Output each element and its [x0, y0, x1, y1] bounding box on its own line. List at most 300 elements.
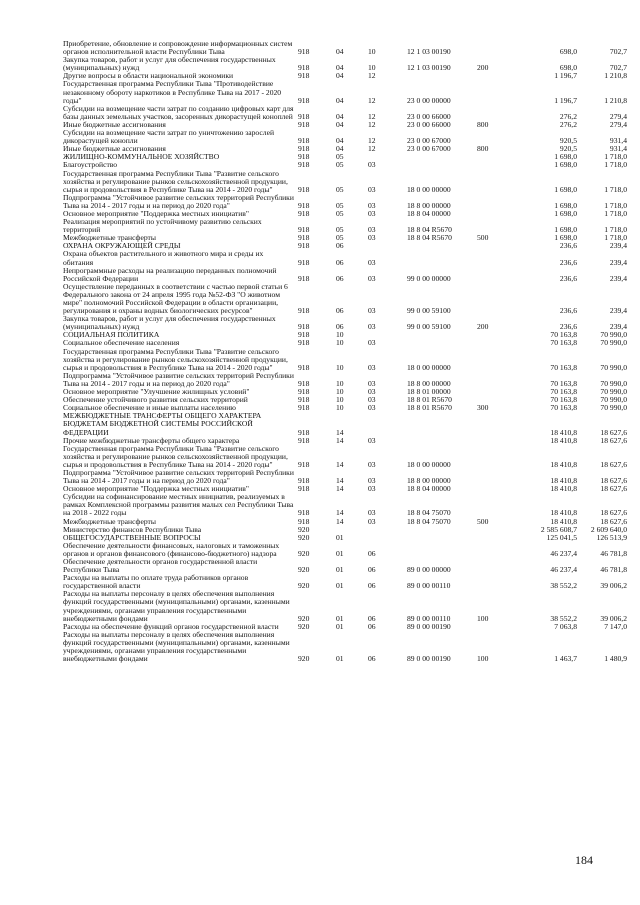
section-code: 05 — [336, 200, 344, 210]
subsection-code: 06 — [368, 621, 376, 631]
subsection-code: 12 — [368, 119, 376, 129]
amount-year-1: 1 698,0 — [554, 233, 577, 243]
table-row — [63, 574, 627, 590]
expense-type-code: 300 — [477, 403, 489, 413]
section-code: 05 — [336, 208, 344, 218]
row-name: Расходы на выплаты по оплате труда работников органов государственной власти — [63, 573, 249, 591]
table-row — [63, 315, 627, 331]
target-article-code: 23 0 00 67000 — [407, 136, 451, 146]
target-article-code: 18 0 00 00000 — [407, 459, 451, 469]
subsection-code: 12 — [368, 144, 376, 154]
row-name: Межбюджетные трансферты — [63, 516, 156, 526]
amount-year-1: 38 552,2 — [550, 581, 577, 591]
amount-year-1: 18 410,8 — [550, 516, 577, 526]
amount-year-2: 702,7 — [609, 47, 627, 57]
table-row — [63, 469, 627, 485]
target-article-code: 12 1 03 00190 — [407, 47, 451, 57]
subsection-code: 03 — [368, 338, 376, 348]
row-name: Государственная программа Республики Тыва "Развитие сельского хозяйства и регулирование рынков сельскохозяйственной продукции, сырья и продовольствия в Республике Тыва на 2014 - 2020 годы" — [63, 346, 288, 372]
ministry-code: 920 — [298, 548, 310, 558]
target-article-code: 89 0 00 00190 — [407, 621, 451, 631]
target-article-code: 18 8 04 75070 — [407, 516, 451, 526]
amount-year-2: 39 006,2 — [600, 613, 627, 623]
amount-year-1: 70 163,8 — [550, 387, 577, 397]
amount-year-2: 18 627,6 — [600, 476, 627, 486]
subsection-code: 03 — [368, 378, 376, 388]
amount-year-2: 1 480,9 — [604, 654, 627, 664]
section-code: 01 — [336, 565, 344, 575]
row-name: Благоустройство — [63, 160, 118, 170]
section-code: 01 — [336, 613, 344, 623]
section-code: 14 — [336, 516, 344, 526]
subsection-code: 06 — [368, 654, 376, 664]
subsection-code: 03 — [368, 160, 376, 170]
amount-year-2: 1 718,0 — [604, 200, 627, 210]
row-name: ОХРАНА ОКРУЖАЮЩЕЙ СРЕДЫ — [63, 241, 181, 251]
amount-year-2: 18 627,6 — [600, 459, 627, 469]
target-article-code: 99 0 00 59100 — [407, 322, 451, 332]
ministry-code: 918 — [298, 47, 310, 57]
amount-year-1: 236,6 — [559, 322, 577, 332]
section-code: 06 — [336, 322, 344, 332]
table-row — [63, 267, 627, 283]
ministry-code: 920 — [298, 613, 310, 623]
row-name: ЖИЛИЩНО-КОММУНАЛЬНОЕ ХОЗЯЙСТВО — [63, 152, 220, 162]
section-code: 14 — [336, 459, 344, 469]
target-article-code: 18 8 00 00000 — [407, 378, 451, 388]
ministry-code: 918 — [298, 184, 310, 194]
table-row — [63, 153, 627, 161]
table-row — [63, 631, 627, 663]
target-article-code: 18 8 04 R5670 — [407, 225, 452, 235]
ministry-code: 918 — [298, 257, 310, 267]
target-article-code: 18 8 01 R5670 — [407, 403, 452, 413]
amount-year-2: 1 718,0 — [604, 184, 627, 194]
page-number: 184 — [575, 853, 593, 867]
amount-year-2: 1 210,8 — [604, 95, 627, 105]
ministry-code: 918 — [298, 111, 310, 121]
amount-year-1: 1 698,0 — [554, 225, 577, 235]
row-name: Субсидии на возмещение части затрат по созданию цифровых карт для базы данных земельных участков, засоренных дикорастущей коноплей — [63, 103, 294, 121]
subsection-code: 12 — [368, 71, 376, 81]
row-name: Подпрограмма "Устойчивое развитие сельских территорий Республики Тыва на 2014 - 2017 годы и на период до 2020 года" — [63, 370, 294, 388]
target-article-code: 18 8 04 R5670 — [407, 233, 452, 243]
subsection-code: 06 — [368, 581, 376, 591]
amount-year-1: 18 410,8 — [550, 508, 577, 518]
subsection-code: 03 — [368, 387, 376, 397]
ministry-code: 920 — [298, 565, 310, 575]
ministry-code: 918 — [298, 459, 310, 469]
expense-type-code: 200 — [477, 63, 489, 73]
amount-year-1: 38 552,2 — [550, 613, 577, 623]
amount-year-2: 70 990,0 — [600, 330, 627, 340]
target-article-code: 18 8 00 00000 — [407, 476, 451, 486]
amount-year-2: 2 609 640,0 — [590, 524, 627, 534]
ministry-code: 918 — [298, 136, 310, 146]
target-article-code: 89 0 00 00190 — [407, 654, 451, 664]
amount-year-2: 70 990,0 — [600, 387, 627, 397]
amount-year-2: 239,4 — [609, 322, 627, 332]
section-code: 14 — [336, 484, 344, 494]
table-row — [63, 412, 627, 436]
row-name: Государственная программа Республики Тыва "Противодействие незаконному обороту наркотиков в Республике Тыва на 2017 - 2020 годы" — [63, 79, 282, 105]
subsection-code: 12 — [368, 136, 376, 146]
amount-year-1: 70 163,8 — [550, 403, 577, 413]
amount-year-1: 1 196,7 — [554, 71, 577, 81]
amount-year-2: 18 627,6 — [600, 508, 627, 518]
table-row — [63, 348, 627, 372]
section-code: 14 — [336, 427, 344, 437]
amount-year-1: 46 237,4 — [550, 565, 577, 575]
amount-year-1: 7 063,8 — [554, 621, 577, 631]
table-row — [63, 40, 627, 56]
amount-year-2: 46 781,8 — [600, 565, 627, 575]
section-code: 10 — [336, 378, 344, 388]
amount-year-2: 70 990,0 — [600, 395, 627, 405]
ministry-code: 920 — [298, 621, 310, 631]
table-row — [63, 194, 627, 210]
row-name: Социальное обеспечение населения — [63, 338, 180, 348]
subsection-code: 03 — [368, 225, 376, 235]
amount-year-2: 70 990,0 — [600, 378, 627, 388]
subsection-code: 03 — [368, 516, 376, 526]
subsection-code: 03 — [368, 273, 376, 283]
section-code: 05 — [336, 160, 344, 170]
ministry-code: 918 — [298, 476, 310, 486]
amount-year-2: 931,4 — [609, 136, 627, 146]
amount-year-1: 70 163,8 — [550, 362, 577, 372]
row-name: Закупка товаров, работ и услуг для обеспечения государственных (муниципальных) нужд — [63, 314, 276, 332]
subsection-code: 10 — [368, 63, 376, 73]
amount-year-2: 70 990,0 — [600, 338, 627, 348]
subsection-code: 03 — [368, 233, 376, 243]
row-name: ОБЩЕГОСУДАРСТВЕННЫЕ ВОПРОСЫ — [63, 532, 201, 542]
amount-year-1: 236,6 — [559, 306, 577, 316]
amount-year-1: 18 410,8 — [550, 459, 577, 469]
amount-year-2: 70 990,0 — [600, 362, 627, 372]
target-article-code: 18 0 00 00000 — [407, 362, 451, 372]
row-name: Приобретение, обновление и сопровождение информационных систем органов исполнительной власти Республики Тыва — [63, 39, 293, 57]
ministry-code: 920 — [298, 532, 310, 542]
amount-year-1: 236,6 — [559, 241, 577, 251]
amount-year-1: 70 163,8 — [550, 338, 577, 348]
ministry-code: 918 — [298, 95, 310, 105]
ministry-code: 918 — [298, 160, 310, 170]
amount-year-2: 279,4 — [609, 111, 627, 121]
section-code: 04 — [336, 63, 344, 73]
amount-year-1: 18 410,8 — [550, 476, 577, 486]
table-row — [63, 170, 627, 194]
ministry-code: 918 — [298, 362, 310, 372]
target-article-code: 18 8 04 00000 — [407, 208, 451, 218]
ministry-code: 918 — [298, 241, 310, 251]
row-name: Закупка товаров, работ и услуг для обеспечения государственных (муниципальных) нужд — [63, 55, 276, 73]
amount-year-1: 276,2 — [559, 111, 577, 121]
section-code: 06 — [336, 273, 344, 283]
row-name: Расходы на выплаты персоналу в целях обеспечения выполнения функций государственными (муниципальными) органами, казенными учреждениями, органами управления государственными внебюджетными фондами — [63, 629, 290, 664]
ministry-code: 920 — [298, 654, 310, 664]
amount-year-1: 1 698,0 — [554, 160, 577, 170]
subsection-code: 03 — [368, 200, 376, 210]
row-name: Обеспечение деятельности органов государственной власти Республики Тыва — [63, 557, 258, 575]
amount-year-1: 698,0 — [559, 47, 577, 57]
row-name: Межбюджетные трансферты — [63, 233, 156, 243]
amount-year-2: 126 513,9 — [596, 532, 627, 542]
amount-year-1: 1 698,0 — [554, 200, 577, 210]
section-code: 14 — [336, 476, 344, 486]
section-code: 04 — [336, 71, 344, 81]
amount-year-2: 279,4 — [609, 119, 627, 129]
amount-year-1: 70 163,8 — [550, 378, 577, 388]
table-row — [63, 80, 627, 104]
amount-year-2: 1 718,0 — [604, 233, 627, 243]
section-code: 01 — [336, 581, 344, 591]
section-code: 04 — [336, 47, 344, 57]
row-name: Социальное обеспечение и иные выплаты населению — [63, 403, 236, 413]
ministry-code: 918 — [298, 403, 310, 413]
expense-type-code: 800 — [477, 144, 489, 154]
row-name: МЕЖБЮДЖЕТНЫЕ ТРАНСФЕРТЫ ОБЩЕГО ХАРАКТЕРА БЮДЖЕТАМ БЮДЖЕТНОЙ СИСТЕМЫ РОССИЙСКОЙ ФЕДЕРАЦИИ — [63, 411, 262, 437]
table-row — [63, 283, 627, 315]
row-name: Обеспечение устойчивого развития сельских территорий — [63, 395, 248, 405]
row-name: Прочие межбюджетные трансферты общего характера — [63, 435, 240, 445]
ministry-code: 918 — [298, 63, 310, 73]
ministry-code: 918 — [298, 516, 310, 526]
amount-year-2: 931,4 — [609, 144, 627, 154]
target-article-code: 89 0 00 00110 — [407, 581, 451, 591]
row-name: Реализация мероприятий по устойчивому развитию сельских территорий — [63, 217, 262, 235]
table-row — [63, 542, 627, 558]
table-row — [63, 493, 627, 517]
amount-year-2: 239,4 — [609, 257, 627, 267]
subsection-code: 03 — [368, 395, 376, 405]
amount-year-2: 1 210,8 — [604, 71, 627, 81]
row-name: Охрана объектов растительного и животного мира и среды их обитания — [63, 249, 264, 267]
table-row — [63, 129, 627, 145]
amount-year-2: 239,4 — [609, 306, 627, 316]
table-row — [63, 250, 627, 266]
row-name: Расходы на обеспечение функций органов государственной власти — [63, 621, 279, 631]
row-name: Подпрограмма "Устойчивое развитие сельских территорий Республики Тыва на 2014 - 2017 годы и на период до 2020 года" — [63, 192, 294, 210]
subsection-code: 06 — [368, 565, 376, 575]
expense-type-code: 200 — [477, 322, 489, 332]
amount-year-1: 920,5 — [559, 136, 577, 146]
amount-year-1: 1 698,0 — [554, 184, 577, 194]
section-code: 10 — [336, 387, 344, 397]
row-name: СОЦИАЛЬНАЯ ПОЛИТИКА — [63, 330, 160, 340]
table-row — [63, 218, 627, 234]
table-row — [63, 372, 627, 388]
amount-year-2: 46 781,8 — [600, 548, 627, 558]
table-row — [63, 558, 627, 574]
target-article-code: 12 1 03 00190 — [407, 63, 451, 73]
amount-year-2: 18 627,6 — [600, 516, 627, 526]
amount-year-2: 39 006,2 — [600, 581, 627, 591]
amount-year-1: 18 410,8 — [550, 435, 577, 445]
row-name: Государственная программа Республики Тыва "Развитие сельского хозяйства и регулирование рынков сельскохозяйственной продукции, сырья и продовольствия в Республике Тыва на 2014 - 2020 годы" — [63, 443, 288, 469]
subsection-code: 03 — [368, 184, 376, 194]
ministry-code: 918 — [298, 306, 310, 316]
row-name: Подпрограмма "Устойчивое развитие сельских территорий Республики Тыва на 2014 - 2017 годы и на период до 2020 года" — [63, 467, 294, 486]
ministry-code: 918 — [298, 435, 310, 445]
expense-type-code: 100 — [477, 654, 489, 664]
section-code: 10 — [336, 395, 344, 405]
section-code: 05 — [336, 225, 344, 235]
amount-year-1: 2 585 608,7 — [540, 524, 577, 534]
amount-year-2: 702,7 — [609, 63, 627, 73]
ministry-code: 920 — [298, 524, 310, 534]
ministry-code: 918 — [298, 338, 310, 348]
section-code: 10 — [336, 330, 344, 340]
row-name: Осуществление переданных в соответствии с частью первой статьи 6 Федерального закона от 24 апреля 1995 года №52-ФЗ "О животном мире" полномочий Российской Федерации в области организации, регулирования и охраны водных биологических ресурсов" — [63, 281, 288, 316]
amount-year-1: 18 410,8 — [550, 484, 577, 494]
ministry-code: 920 — [298, 581, 310, 591]
expense-type-code: 800 — [477, 119, 489, 129]
subsection-code: 03 — [368, 257, 376, 267]
ministry-code: 918 — [298, 427, 310, 437]
section-code: 06 — [336, 257, 344, 267]
ministry-code: 918 — [298, 484, 310, 494]
section-code: 10 — [336, 362, 344, 372]
amount-year-2: 18 627,6 — [600, 484, 627, 494]
subsection-code: 06 — [368, 548, 376, 558]
target-article-code: 23 0 00 67000 — [407, 144, 451, 154]
amount-year-2: 7 147,0 — [604, 621, 627, 631]
amount-year-1: 125 041,5 — [546, 532, 577, 542]
amount-year-2: 18 627,6 — [600, 435, 627, 445]
subsection-code: 12 — [368, 111, 376, 121]
subsection-code: 06 — [368, 613, 376, 623]
row-name: Иные бюджетные ассигнования — [63, 119, 166, 129]
row-name: Другие вопросы в области национальной экономики — [63, 71, 234, 81]
amount-year-2: 1 718,0 — [604, 152, 627, 162]
section-code: 05 — [336, 152, 344, 162]
amount-year-1: 276,2 — [559, 119, 577, 129]
section-code: 04 — [336, 144, 344, 154]
target-article-code: 99 0 00 59100 — [407, 306, 451, 316]
amount-year-1: 698,0 — [559, 63, 577, 73]
section-code: 04 — [336, 95, 344, 105]
section-code: 04 — [336, 111, 344, 121]
amount-year-1: 1 698,0 — [554, 208, 577, 218]
row-name: Основное мероприятие "Поддержка местных инициатив" — [63, 484, 249, 494]
amount-year-2: 18 627,6 — [600, 427, 627, 437]
amount-year-1: 18 410,8 — [550, 427, 577, 437]
subsection-code: 03 — [368, 459, 376, 469]
subsection-code: 03 — [368, 484, 376, 494]
table-row — [63, 445, 627, 469]
section-code: 14 — [336, 508, 344, 518]
target-article-code: 18 0 00 00000 — [407, 184, 451, 194]
section-code: 10 — [336, 403, 344, 413]
amount-year-2: 1 718,0 — [604, 225, 627, 235]
amount-year-2: 239,4 — [609, 273, 627, 283]
subsection-code: 03 — [368, 362, 376, 372]
row-name: Министерство финансов Республики Тыва — [63, 524, 202, 534]
amount-year-2: 239,4 — [609, 241, 627, 251]
subsection-code: 10 — [368, 47, 376, 57]
section-code: 04 — [336, 136, 344, 146]
target-article-code: 89 0 00 00110 — [407, 613, 451, 623]
table-row — [63, 105, 627, 121]
target-article-code: 99 0 00 00000 — [407, 273, 451, 283]
target-article-code: 18 8 01 R5670 — [407, 395, 452, 405]
ministry-code: 918 — [298, 378, 310, 388]
amount-year-1: 70 163,8 — [550, 395, 577, 405]
ministry-code: 918 — [298, 233, 310, 243]
ministry-code: 918 — [298, 71, 310, 81]
ministry-code: 918 — [298, 322, 310, 332]
section-code: 05 — [336, 184, 344, 194]
section-code: 01 — [336, 654, 344, 664]
amount-year-1: 1 698,0 — [554, 152, 577, 162]
row-name: Иные бюджетные ассигнования — [63, 144, 166, 154]
target-article-code: 23 0 00 00000 — [407, 95, 451, 105]
section-code: 06 — [336, 241, 344, 251]
ministry-code: 918 — [298, 200, 310, 210]
target-article-code: 23 0 00 66000 — [407, 111, 451, 121]
row-name: Основное мероприятие "Поддержка местных инициатив" — [63, 208, 249, 218]
amount-year-1: 1 196,7 — [554, 95, 577, 105]
amount-year-2: 1 718,0 — [604, 208, 627, 218]
section-code: 05 — [336, 233, 344, 243]
subsection-code: 03 — [368, 306, 376, 316]
target-article-code: 18 8 01 00000 — [407, 387, 451, 397]
ministry-code: 918 — [298, 387, 310, 397]
expense-type-code: 500 — [477, 233, 489, 243]
amount-year-1: 1 463,7 — [554, 654, 577, 664]
target-article-code: 18 8 00 00000 — [407, 200, 451, 210]
ministry-code: 918 — [298, 508, 310, 518]
ministry-code: 918 — [298, 330, 310, 340]
section-code: 04 — [336, 119, 344, 129]
subsection-code: 03 — [368, 508, 376, 518]
section-code: 14 — [336, 435, 344, 445]
row-name: Субсидии на возмещение части затрат по уничтожению зарослей дикорастущей конопли — [63, 128, 275, 146]
amount-year-1: 236,6 — [559, 273, 577, 283]
ministry-code: 918 — [298, 273, 310, 283]
row-name: Субсидии на софинансирование местных инициатив, реализуемых в рамках Комплексной программы развития малых сел Республики Тыва на 2018 - 2022 годы — [63, 492, 294, 518]
subsection-code: 03 — [368, 322, 376, 332]
table-row — [63, 590, 627, 622]
amount-year-1: 920,5 — [559, 144, 577, 154]
section-code: 01 — [336, 548, 344, 558]
subsection-code: 03 — [368, 435, 376, 445]
target-article-code: 89 0 00 00000 — [407, 565, 451, 575]
section-code: 10 — [336, 338, 344, 348]
section-code: 01 — [336, 532, 344, 542]
section-code: 01 — [336, 621, 344, 631]
ministry-code: 918 — [298, 208, 310, 218]
row-name: Непрограммные расходы на реализацию переданных полномочий Российской Федерации — [63, 265, 277, 283]
ministry-code: 918 — [298, 225, 310, 235]
ministry-code: 918 — [298, 152, 310, 162]
ministry-code: 918 — [298, 144, 310, 154]
target-article-code: 23 0 00 66000 — [407, 119, 451, 129]
amount-year-1: 46 237,4 — [550, 548, 577, 558]
expense-type-code: 100 — [477, 613, 489, 623]
amount-year-2: 70 990,0 — [600, 403, 627, 413]
table-row — [63, 56, 627, 72]
subsection-code: 03 — [368, 476, 376, 486]
row-name: Обеспечение деятельности финансовых, налоговых и таможенных органов и органов финансового (финансово-бюджетного) надзора — [63, 540, 280, 558]
row-name: Государственная программа Республики Тыва "Развитие сельского хозяйства и регулирование рынков сельскохозяйственной продукции, сырья и продовольствия в Республике Тыва на 2014 - 2020 годы" — [63, 168, 288, 194]
section-code: 06 — [336, 306, 344, 316]
target-article-code: 18 8 04 75070 — [407, 508, 451, 518]
row-name: Расходы на выплаты персоналу в целях обеспечения выполнения функций государственными (муниципальными) органами, казенными учреждениями, органами управления государственными внебюджетными фондами — [63, 589, 290, 623]
target-article-code: 18 8 04 00000 — [407, 484, 451, 494]
subsection-code: 03 — [368, 208, 376, 218]
